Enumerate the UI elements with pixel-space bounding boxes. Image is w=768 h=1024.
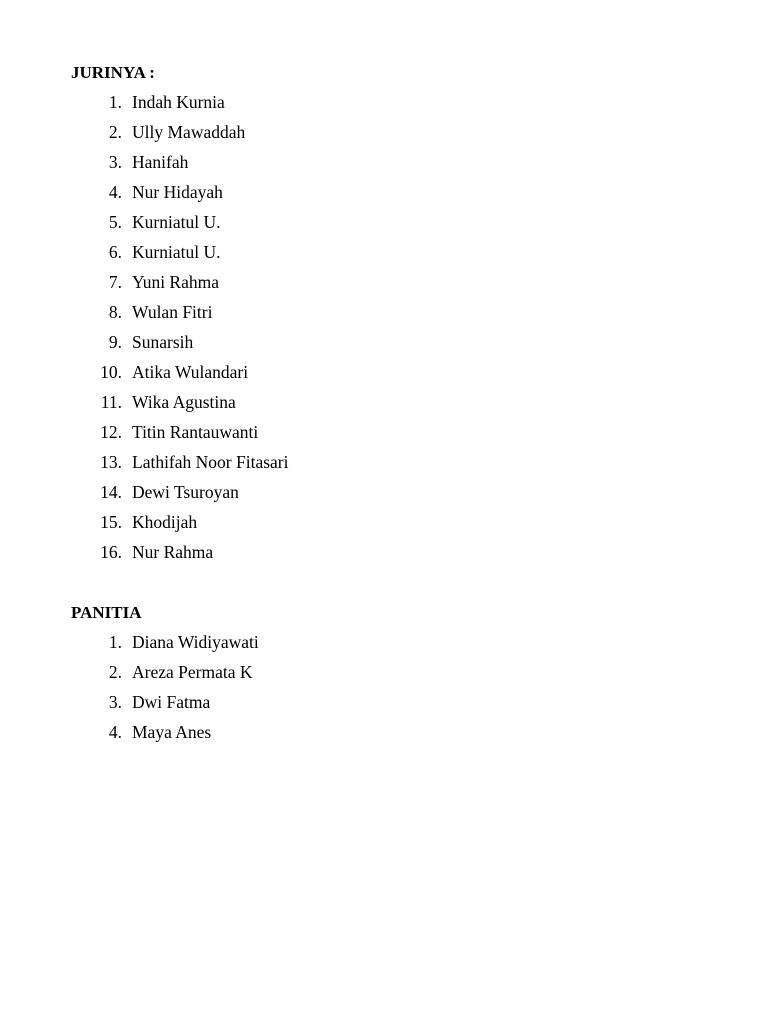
item-name: Ully Mawaddah (132, 122, 246, 142)
item-number: 10. (100, 362, 122, 382)
item-name: Wika Agustina (132, 392, 236, 412)
item-name: Khodijah (132, 512, 198, 532)
item-name: Maya Anes (132, 722, 212, 742)
item-number: 4. (108, 722, 122, 742)
list-item (71, 540, 711, 570)
item-name: Nur Rahma (132, 542, 214, 562)
item-name: Dewi Tsuroyan (132, 482, 239, 502)
item-number: 2. (108, 662, 122, 682)
list-item (71, 360, 711, 390)
list-item (71, 90, 711, 120)
list-item (71, 120, 711, 150)
item-number: 3. (108, 152, 122, 172)
item-name: Kurniatul U. (132, 242, 221, 262)
item-number: 1. (108, 632, 122, 652)
item-number: 14. (100, 482, 122, 502)
item-name: Atika Wulandari (132, 362, 249, 382)
item-number: 8. (108, 302, 122, 322)
list-item (71, 690, 711, 720)
list-item (71, 660, 711, 690)
item-name: Wulan Fitri (132, 302, 213, 322)
panitia-heading: PANITIA (71, 603, 142, 622)
item-name: Diana Widiyawati (132, 632, 259, 652)
list-item (71, 390, 711, 420)
item-name: Sunarsih (132, 332, 194, 352)
jurinya-section (71, 60, 711, 570)
jurinya-list (71, 90, 711, 570)
item-number: 5. (108, 212, 122, 232)
item-name: Kurniatul U. (132, 212, 221, 232)
item-number: 3. (108, 692, 122, 712)
list-item (71, 480, 711, 510)
list-item (71, 510, 711, 540)
item-number: 6. (108, 242, 122, 262)
item-number: 7. (108, 272, 122, 292)
list-item (71, 270, 711, 300)
item-number: 13. (100, 452, 122, 472)
item-number: 4. (108, 182, 122, 202)
item-number: 16. (100, 542, 122, 562)
list-item (71, 420, 711, 450)
list-item (71, 210, 711, 240)
item-name: Nur Hidayah (132, 182, 223, 202)
list-item (71, 180, 711, 210)
item-name: Indah Kurnia (132, 92, 225, 112)
item-name: Titin Rantauwanti (132, 422, 259, 442)
item-name: Areza Permata K (132, 662, 253, 682)
list-item (71, 450, 711, 480)
item-name: Lathifah Noor Fitasari (132, 452, 289, 472)
item-name: Yuni Rahma (132, 272, 220, 292)
item-number: 12. (100, 422, 122, 442)
list-item (71, 330, 711, 360)
item-name: Hanifah (132, 152, 189, 172)
item-number: 15. (100, 512, 122, 532)
item-name: Dwi Fatma (132, 692, 211, 712)
list-item (71, 720, 711, 750)
item-number: 11. (100, 392, 122, 412)
item-number: 1. (108, 92, 122, 112)
list-item (71, 240, 711, 270)
panitia-section (71, 600, 711, 750)
list-item (71, 150, 711, 180)
jurinya-heading: JURINYA : (71, 63, 155, 82)
panitia-list (71, 630, 711, 750)
item-number: 9. (108, 332, 122, 352)
list-item (71, 300, 711, 330)
item-number: 2. (108, 122, 122, 142)
list-item (71, 630, 711, 660)
